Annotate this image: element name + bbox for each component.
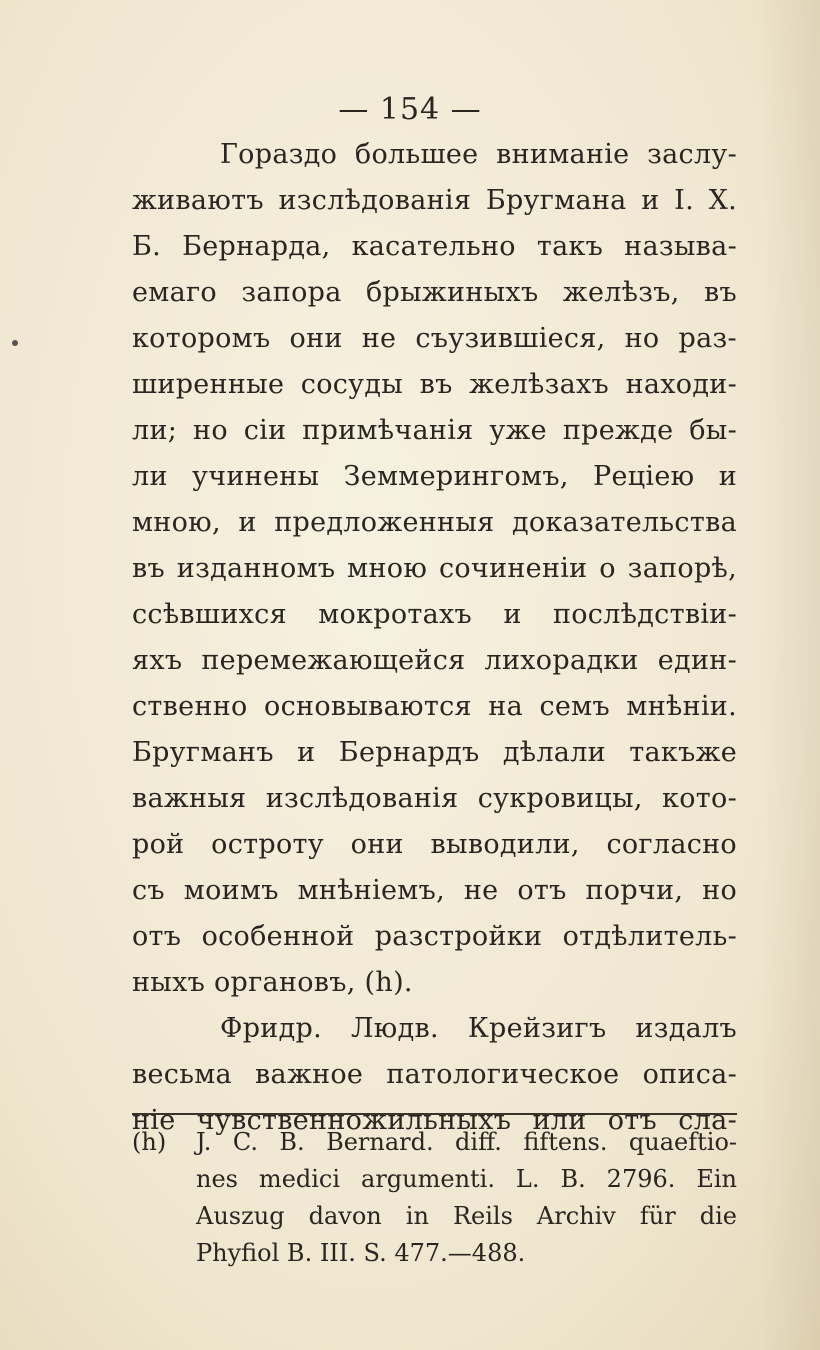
text-line: важныя изслѣдованія сукровицы, кото-: [132, 783, 737, 814]
text-line: которомъ они не съузившіеся, но раз-: [132, 323, 737, 354]
text-line: отъ особенной разстройки отдѣлитель-: [132, 921, 737, 952]
text-line: ніе чувственножильныхъ или отъ сла-: [132, 1105, 737, 1136]
page-number-header: — 154 —: [338, 92, 482, 127]
text-line: весьма важное патологическое описа-: [132, 1059, 737, 1090]
footnote: [132, 1124, 737, 1272]
footnote-line: Auszug davon in Reils Archiv für die: [196, 1202, 737, 1230]
body-text: [132, 132, 737, 1144]
footnote-line: Phyfiol B. III. S. 477.—488.: [196, 1239, 526, 1267]
text-line: Гораздо большее вниманіе заслу-: [220, 139, 737, 170]
ink-speck: [12, 340, 18, 346]
text-line: яхъ перемежающейся лихорадки един-: [132, 645, 737, 676]
text-line: съ моимъ мнѣніемъ, не отъ порчи, но: [132, 875, 737, 906]
text-line: въ изданномъ мною сочиненіи о запорѣ,: [132, 553, 737, 584]
text-line: ссѣвшихся мокротахъ и послѣдствіи-: [132, 599, 737, 630]
footnote-line: J. C. B. Bernard. diff. fiftens. quaeftio-: [196, 1128, 737, 1156]
page-edge-shadow: [760, 0, 820, 1350]
text-line: Бругманъ и Бернардъ дѣлали такъже: [132, 737, 737, 768]
text-line: ныхъ органовъ, (h).: [132, 967, 413, 998]
text-line: живаютъ изслѣдованія Бругмана и I. X.: [132, 185, 737, 216]
text-line: ли; но сіи примѣчанія уже прежде бы-: [132, 415, 737, 446]
text-line: Фридр. Людв. Крейзигъ издалъ: [220, 1013, 737, 1044]
text-line: мною, и предложенныя доказательства: [132, 507, 737, 538]
footnote-mark: (h): [132, 1128, 167, 1156]
footnote-rule: [132, 1113, 737, 1115]
text-line: ширенные сосуды въ желѣзахъ находи-: [132, 369, 737, 400]
text-line: рой остроту они выводили, согласно: [132, 829, 737, 860]
text-line: Б. Бернарда, касательно такъ называ-: [132, 231, 737, 262]
text-line: ственно основываются на семъ мнѣніи.: [132, 691, 737, 722]
footnote-line: nes medici argumenti. L. B. 2796. Ein: [196, 1165, 737, 1193]
text-line: емаго запора брыжиныхъ желѣзъ, въ: [132, 277, 737, 308]
text-line: ли учинены Земмерингомъ, Реціею и: [132, 461, 737, 492]
